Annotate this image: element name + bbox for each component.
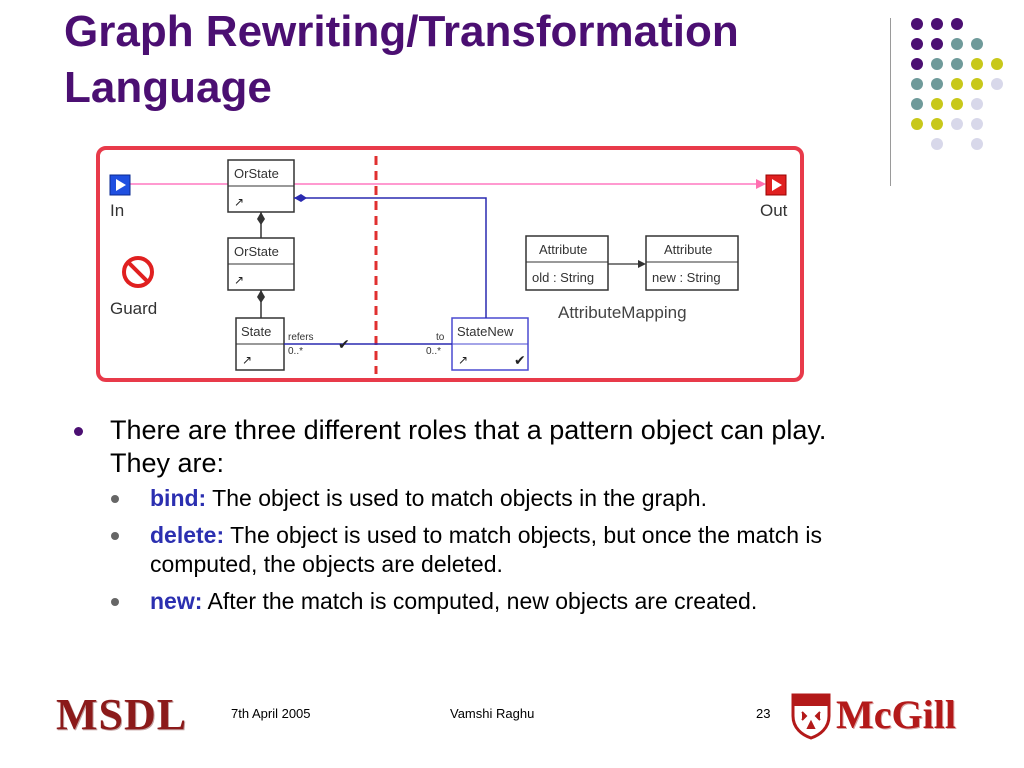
main-bullet bbox=[72, 414, 862, 616]
delete-keyword: delete: bbox=[150, 522, 225, 548]
bullet-list bbox=[72, 414, 862, 624]
refers-check-icon: ✔ bbox=[338, 336, 350, 352]
in-label: In bbox=[110, 201, 125, 220]
orstate-node-1[interactable] bbox=[228, 160, 294, 212]
sub-bullet-new bbox=[110, 587, 862, 616]
attribute-new-field: new : String bbox=[652, 270, 721, 285]
decorative-dot-grid bbox=[888, 10, 1018, 170]
statenew-title: StateNew bbox=[457, 324, 514, 339]
state-link-icon: ↗ bbox=[242, 353, 253, 367]
new-keyword: new: bbox=[150, 588, 203, 614]
pattern-diagram bbox=[96, 146, 804, 382]
out-label: Out bbox=[760, 201, 788, 220]
dot-grid-group bbox=[911, 18, 1003, 150]
sub-bullet-dot-icon bbox=[111, 598, 119, 606]
out-port[interactable] bbox=[766, 175, 786, 195]
refers-multiplicity: 0..* bbox=[288, 346, 304, 357]
attribute-old-node[interactable] bbox=[526, 236, 608, 290]
state-title: State bbox=[241, 324, 272, 339]
msdl-logo: MSDL bbox=[56, 690, 188, 739]
bullet-dot-icon bbox=[74, 427, 83, 436]
orstate-2-title: OrState bbox=[234, 244, 279, 259]
state-node[interactable] bbox=[236, 318, 284, 370]
title-line-2: Language bbox=[64, 63, 272, 112]
guard-label: Guard bbox=[110, 299, 158, 318]
main-bullet-text: There are three different roles that a pattern object can play. They are: bbox=[110, 415, 827, 478]
sub-bullet-dot-icon bbox=[111, 532, 119, 540]
bind-keyword: bind: bbox=[150, 485, 207, 511]
orstate-2-link-icon: ↗ bbox=[234, 273, 245, 287]
sub-bullet-bind bbox=[110, 484, 862, 513]
attribute-old-field: old : String bbox=[532, 270, 595, 285]
bind-description: The object is used to match objects in the graph. bbox=[206, 485, 707, 511]
sub-bullet-list bbox=[110, 484, 862, 616]
sub-bullet-dot-icon bbox=[111, 495, 119, 503]
attribute-old-title: Attribute bbox=[539, 242, 588, 257]
statenew-check-icon: ✔ bbox=[514, 352, 526, 368]
statenew-link-icon: ↗ bbox=[458, 353, 469, 367]
in-port[interactable] bbox=[110, 175, 130, 195]
orstate-1-title: OrState bbox=[234, 166, 279, 181]
attribute-mapping-label: AttributeMapping bbox=[558, 303, 687, 322]
to-label: to bbox=[436, 332, 445, 343]
footer-author: Vamshi Raghu bbox=[450, 706, 535, 721]
slide-title bbox=[64, 4, 739, 116]
to-multiplicity: 0..* bbox=[426, 346, 442, 357]
orstate-1-link-icon: ↗ bbox=[234, 195, 245, 209]
title-divider-line bbox=[890, 18, 891, 186]
footer-page-number: 23 bbox=[756, 706, 771, 721]
orstate-node-2[interactable] bbox=[228, 238, 294, 290]
new-description: After the match is computed, new objects are created. bbox=[202, 588, 758, 614]
attribute-new-node[interactable] bbox=[646, 236, 738, 290]
mcgill-logo: McGill bbox=[836, 692, 956, 737]
title-line-1: Graph Rewriting/Transformation bbox=[64, 7, 739, 56]
mcgill-crest-icon bbox=[790, 692, 832, 740]
sub-bullet-delete bbox=[110, 521, 862, 579]
attribute-new-title: Attribute bbox=[664, 242, 713, 257]
statenew-node[interactable] bbox=[452, 318, 528, 370]
footer-date: 7th April 2005 bbox=[231, 706, 311, 721]
delete-description: The object is used to match objects, but once the match is computed, the objects are deleted. bbox=[150, 522, 823, 577]
refers-label: refers bbox=[288, 332, 314, 343]
